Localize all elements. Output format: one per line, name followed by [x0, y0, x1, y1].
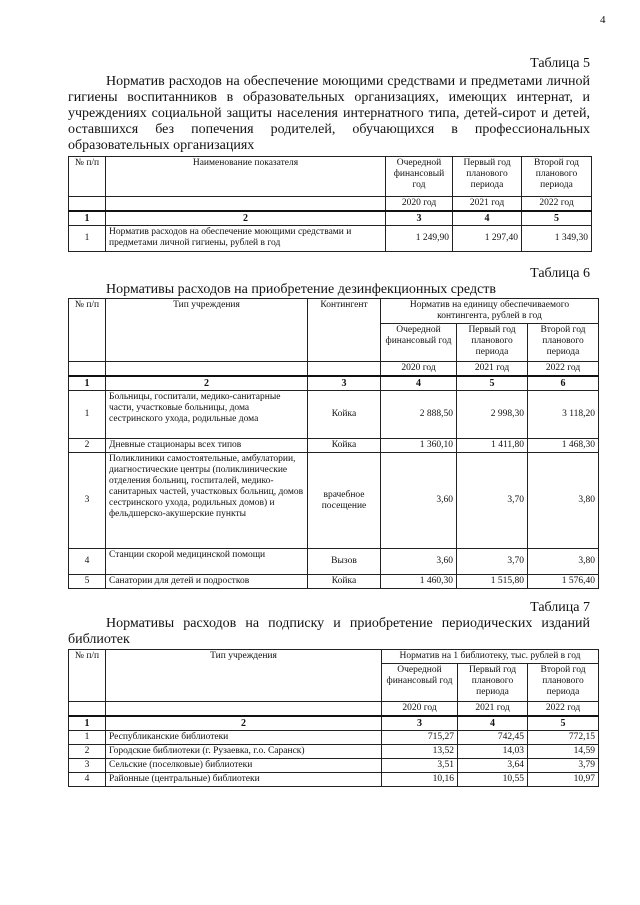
t6-row-num: 4	[69, 549, 106, 575]
t6-row-v3: 3 118,20	[528, 391, 599, 439]
t6-row-v3: 3,80	[528, 549, 599, 575]
t7-row-num: 4	[69, 773, 106, 787]
t6-row-v2: 1 515,80	[457, 575, 528, 589]
t5-header-y3: Второй год планового периода	[522, 157, 592, 197]
table-6-label: Таблица 6	[530, 266, 590, 281]
t7-row-v1: 3,51	[382, 759, 458, 773]
t7-colnum: 2	[106, 716, 382, 731]
t7-header-num: № п/п	[69, 650, 106, 702]
table-7	[68, 649, 599, 787]
t6-row-type: Поликлиники самостоятельные, амбулатории, диагностические центры (поликлинические отделения больниц, госпиталей, медико-санитарных частей, участковых больниц, домов сестринского ухода, родильных домов) и фельдшерско-акушерские пункты	[106, 453, 308, 549]
t6-header-y3: Второй год планового периода	[528, 324, 599, 362]
t6-row-contingent: врачебное посещение	[308, 453, 381, 549]
t7-row-v3: 3,79	[528, 759, 599, 773]
t7-row-type: Республиканские библиотеки	[106, 731, 382, 745]
t5-colnum: 3	[386, 211, 453, 226]
t7-row-v2: 742,45	[458, 731, 528, 745]
t5-colnum: 1	[69, 211, 106, 226]
table-7-title: Нормативы расходов на подписку и приобретение периодических изданий библиотек	[68, 616, 590, 647]
t6-row-v3: 1 468,30	[528, 439, 599, 453]
t7-row-num: 3	[69, 759, 106, 773]
t7-header-y1: Очередной финансовый год	[382, 664, 458, 702]
t6-row-type: Санатории для детей и подростков	[106, 575, 308, 589]
page-number: 4	[600, 14, 606, 26]
t5-colnum: 4	[453, 211, 522, 226]
t5-header-num: № п/п	[69, 157, 106, 197]
t6-row-v1: 3,60	[381, 453, 457, 549]
t6-header-num: № п/п	[69, 299, 106, 362]
t6-header-contingent: Контингент	[308, 299, 381, 362]
table-row	[69, 391, 599, 439]
t6-header-y2: Первый год планового периода	[457, 324, 528, 362]
table-row	[69, 549, 599, 575]
t6-row-contingent: Койка	[308, 391, 381, 439]
t6-colnum: 2	[106, 376, 308, 391]
t7-row-v3: 14,59	[528, 745, 599, 759]
t6-colnum: 1	[69, 376, 106, 391]
t6-row-contingent: Койка	[308, 575, 381, 589]
t6-row-contingent: Вызов	[308, 549, 381, 575]
table-6-title: Нормативы расходов на приобретение дезинфекционных средств	[106, 282, 497, 297]
t5-row-v3: 1 349,30	[522, 226, 592, 252]
t7-colnum: 1	[69, 716, 106, 731]
t7-colnum: 5	[528, 716, 599, 731]
t7-row-v2: 14,03	[458, 745, 528, 759]
t7-header-y3: Второй год планового периода	[528, 664, 599, 702]
t7-row-type: Сельские (поселковые) библиотеки	[106, 759, 382, 773]
table-row	[69, 773, 599, 787]
t6-row-v3: 3,80	[528, 453, 599, 549]
table-row	[69, 439, 599, 453]
t6-row-v1: 1 460,30	[381, 575, 457, 589]
t6-row-type: Больницы, госпитали, медико-санитарные части, участковые больницы, дома сестринского ухода, родильные дома	[106, 391, 308, 439]
t5-row-v1: 1 249,90	[386, 226, 453, 252]
t6-row-type: Станции скорой медицинской помощи	[106, 549, 308, 575]
t7-header-type: Тип учреждения	[106, 650, 382, 702]
t7-row-v3: 772,15	[528, 731, 599, 745]
t7-row-v1: 13,52	[382, 745, 458, 759]
t7-header-norm: Норматив на 1 библиотеку, тыс. рублей в год	[382, 650, 599, 664]
t6-year-1: 2020 год	[381, 362, 457, 377]
t6-colnum: 6	[528, 376, 599, 391]
table-7-label: Таблица 7	[530, 600, 590, 615]
t6-row-v2: 3,70	[457, 453, 528, 549]
t7-row-v2: 10,55	[458, 773, 528, 787]
t7-row-num: 2	[69, 745, 106, 759]
t5-header-y1: Очередной финансовый год	[386, 157, 453, 197]
t6-colnum: 5	[457, 376, 528, 391]
t6-year-3: 2022 год	[528, 362, 599, 377]
table-6	[68, 298, 599, 589]
t7-year-3: 2022 год	[528, 702, 599, 717]
t7-row-type: Районные (центральные) библиотеки	[106, 773, 382, 787]
t6-year-2: 2021 год	[457, 362, 528, 377]
t6-row-type: Дневные стационары всех типов	[106, 439, 308, 453]
table-row	[69, 745, 599, 759]
t6-row-v1: 2 888,50	[381, 391, 457, 439]
t5-colnum: 2	[106, 211, 386, 226]
t7-row-v2: 3,64	[458, 759, 528, 773]
t5-row-num: 1	[69, 226, 106, 252]
t5-year-2: 2021 год	[453, 197, 522, 212]
t6-header-y1: Очередной финансовый год	[381, 324, 457, 362]
t7-header-y2: Первый год планового периода	[458, 664, 528, 702]
t6-row-num: 2	[69, 439, 106, 453]
t6-row-contingent: Койка	[308, 439, 381, 453]
t7-year-1: 2020 год	[382, 702, 458, 717]
t6-row-v2: 1 411,80	[457, 439, 528, 453]
table-5-label: Таблица 5	[530, 56, 590, 71]
t6-row-v2: 3,70	[457, 549, 528, 575]
t5-colnum: 5	[522, 211, 592, 226]
t5-header-name: Наименование показателя	[106, 157, 386, 197]
t7-row-type: Городские библиотеки (г. Рузаевка, г.о. Саранск)	[106, 745, 382, 759]
table-row	[69, 226, 592, 252]
t6-colnum: 3	[308, 376, 381, 391]
table-5-title: Норматив расходов на обеспечение моющими средствами и предметами личной гигиены воспитанников в образовательных организациях, имеющих интернат, и учреждениях социальной защиты населения интернатного типа, детей-сирот и детей, оставшихся без попечения родителей, обучающихся в профессиональных образовательных организациях	[68, 74, 590, 153]
table-row	[69, 759, 599, 773]
t5-year-1: 2020 год	[386, 197, 453, 212]
t6-row-v3: 1 576,40	[528, 575, 599, 589]
t7-row-v3: 10,97	[528, 773, 599, 787]
t7-colnum: 4	[458, 716, 528, 731]
t6-row-num: 3	[69, 453, 106, 549]
t6-header-norm: Норматив на единицу обеспечиваемого контингента, рублей в год	[381, 299, 599, 324]
t6-row-num: 5	[69, 575, 106, 589]
t5-header-y2: Первый год планового периода	[453, 157, 522, 197]
t6-header-type: Тип учреждения	[106, 299, 308, 362]
table-row	[69, 575, 599, 589]
t7-row-v1: 715,27	[382, 731, 458, 745]
t6-row-v1: 3,60	[381, 549, 457, 575]
t6-row-v1: 1 360,10	[381, 439, 457, 453]
t6-row-v2: 2 998,30	[457, 391, 528, 439]
table-row	[69, 731, 599, 745]
t7-colnum: 3	[382, 716, 458, 731]
t5-row-v2: 1 297,40	[453, 226, 522, 252]
table-5	[68, 156, 592, 252]
t7-row-num: 1	[69, 731, 106, 745]
t6-row-num: 1	[69, 391, 106, 439]
t6-colnum: 4	[381, 376, 457, 391]
t5-row-name: Норматив расходов на обеспечение моющими средствами и предметами личной гигиены, рублей в год	[106, 226, 386, 252]
t7-row-v1: 10,16	[382, 773, 458, 787]
table-row	[69, 453, 599, 549]
t5-year-3: 2022 год	[522, 197, 592, 212]
t7-year-2: 2021 год	[458, 702, 528, 717]
